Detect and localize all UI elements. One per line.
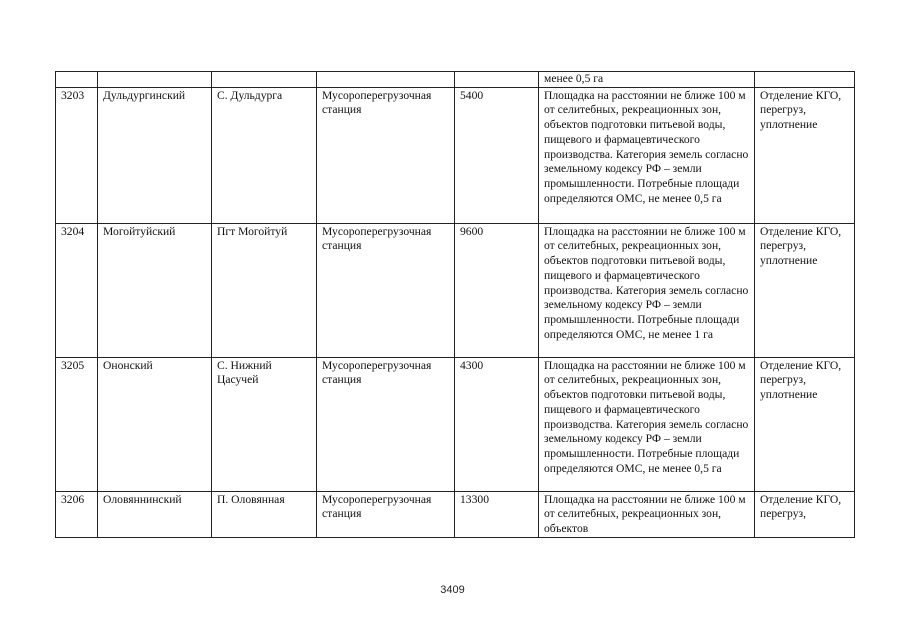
cell-facility: Мусороперегрузочная станция <box>317 357 455 491</box>
cell-capacity: 4300 <box>455 357 539 491</box>
cell-settlement: С. Нижний Цасучей <box>212 357 317 491</box>
page-number: 3409 <box>440 584 465 596</box>
cell-district <box>98 72 212 88</box>
table-row <box>56 491 855 537</box>
cell-district: Оловяннинский <box>98 491 212 537</box>
cell-functions: Отделение КГО, перегруз, уплотнение <box>755 357 855 491</box>
cell-facility: Мусороперегрузочная станция <box>317 87 455 223</box>
cell-district: Ононский <box>98 357 212 491</box>
cell-requirements: Площадка на расстоянии не ближе 100 м от селитебных, рекреационных зон, объектов подготовки питьевой воды, пищевого и фармацевтического производства. Категория земель согласно земельному кодексу РФ – земли промышленности. Потребные площади определяются ОМС, не менее 1 га <box>539 223 755 357</box>
cell-requirements: менее 0,5 га <box>539 72 755 88</box>
cell-settlement: П. Оловянная <box>212 491 317 537</box>
cell-district: Могойтуйский <box>98 223 212 357</box>
cell-requirements: Площадка на расстоянии не ближе 100 м от селитебных, рекреационных зон, объектов подготовки питьевой воды, пищевого и фармацевтического производства. Категория земель согласно земельному кодексу РФ – земли промышленности. Потребные площади определяются ОМС, не менее 0,5 га <box>539 357 755 491</box>
cell-facility: Мусороперегрузочная станция <box>317 491 455 537</box>
cell-functions: Отделение КГО, перегруз, <box>755 491 855 537</box>
cell-number: 3206 <box>56 491 98 537</box>
cell-district: Дульдургинский <box>98 87 212 223</box>
cell-capacity: 9600 <box>455 223 539 357</box>
cell-requirements: Площадка на расстоянии не ближе 100 м от селитебных, рекреационных зон, объектов подготовки питьевой воды, пищевого и фармацевтического производства. Категория земель согласно земельному кодексу РФ – земли промышленности. Потребные площади определяются ОМС, не менее 0,5 га <box>539 87 755 223</box>
cell-requirements: Площадка на расстоянии не ближе 100 м от селитебных, рекреационных зон, объектов <box>539 491 755 537</box>
cell-capacity <box>455 72 539 88</box>
cell-settlement: С. Дульдурга <box>212 87 317 223</box>
cell-functions: Отделение КГО, перегруз, уплотнение <box>755 223 855 357</box>
cell-number: 3203 <box>56 87 98 223</box>
cell-facility: Мусороперегрузочная станция <box>317 223 455 357</box>
table-row <box>56 87 855 223</box>
cell-functions: Отделение КГО, перегруз, уплотнение <box>755 87 855 223</box>
cell-number <box>56 72 98 88</box>
cell-capacity: 13300 <box>455 491 539 537</box>
cell-functions <box>755 72 855 88</box>
cell-settlement: Пгт Могойтуй <box>212 223 317 357</box>
table-row <box>56 357 855 491</box>
cell-number: 3205 <box>56 357 98 491</box>
cell-settlement <box>212 72 317 88</box>
cell-facility <box>317 72 455 88</box>
cell-number: 3204 <box>56 223 98 357</box>
facilities-table <box>55 71 855 538</box>
table-row-continuation <box>56 72 855 88</box>
cell-capacity: 5400 <box>455 87 539 223</box>
table-row <box>56 223 855 357</box>
